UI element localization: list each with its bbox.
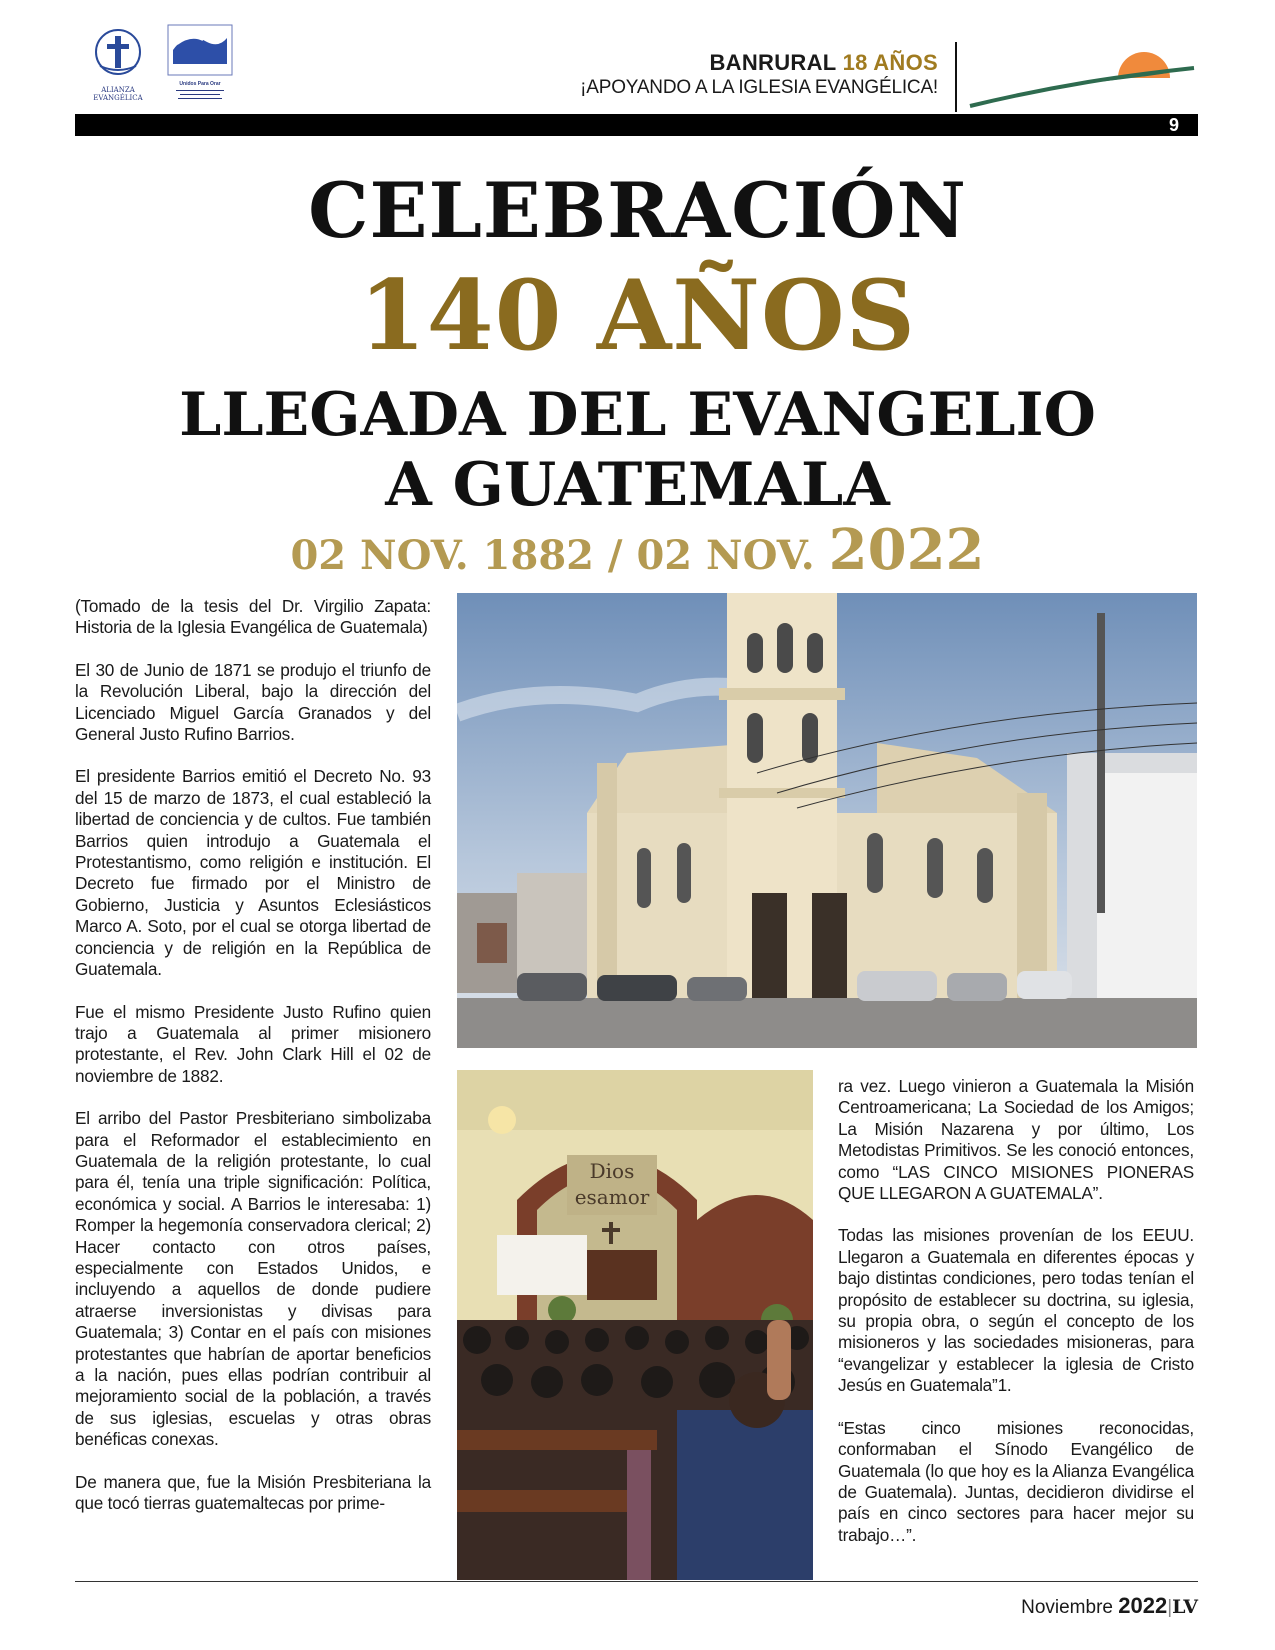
logo1-caption: ALIANZA EVANGÉLICA [93,86,143,102]
footer-rule [75,1581,1198,1582]
paragraph: Todas las misiones provenían de los EEUU. Llegaron a Guatemala en diferentes épocas y bajo distintas condiciones, pero todas tenían el propósito de establecer su doctrina, su iglesia, su propia obra, o según el concepto de los misioneros y las sociedades misioneras, para “evangelizar y establecer la iglesia de Cristo Jesús en Guatemala”1. [838,1225,1194,1396]
paragraph: El 30 de Junio de 1871 se produjo el triunfo de la Revolución Liberal, bajo la dirección del Licenciado Miguel García Granados y del General Justo Rufino Barrios. [75,659,431,745]
title-line-1: CELEBRACIÓN [308,166,967,255]
church-exterior-photo [457,593,1197,1048]
paragraph: El presidente Barrios emitió el Decreto No. 93 del 15 de marzo de 1873, el cual estableció la libertad de conciencia y de cultos. Fue también Barrios quien introdujo a Guatemala el Protestantismo, como religión e institución. El Decreto fue firmado por el Ministro de Gobierno, Justicia y Asuntos Eclesiásticos Marco A. Soto, por el cual se otorga libertad de conciencia y de religión en la República de Guatemala. [75,766,431,980]
header-bar [75,114,1198,136]
paragraph: “Estas cinco misiones reconocidas, conformaban el Sínodo Evangélico de Guatemala (lo que hoy es la Alianza Evangélica de Guatemala). Juntas, decidieron dividirse el país en cinco sectores para hacer mejor su trabajo…”. [838,1417,1194,1545]
unidos-para-orar-logo [167,24,233,108]
banner-years: 18 AÑOS [842,50,938,75]
paragraph: (Tomado de la tesis del Dr. Virgilio Zapata: Historia de la Iglesia Evangélica de Guatemala) [75,596,431,638]
left-column [75,596,431,1535]
sunrise-logo [968,48,1196,110]
footer-magazine: LV [1172,1596,1198,1618]
sign-line-2: esamor [574,1185,650,1209]
title-dates-year: 2022 [828,517,985,583]
title-line-2: 140 AÑOS [359,259,916,372]
title-dates-text: 02 NOV. 1882 / 02 NOV. [290,532,815,579]
footer-year: 2022 [1118,1593,1168,1618]
title-line-3: LLEGADA DEL EVANGELIO [179,380,1096,450]
page-number: 9 [1168,115,1179,135]
paragraph: De manera que, fue la Misión Presbiteriana la que tocó tierras guatemaltecas por prime- [75,1471,431,1514]
banner-title [600,50,938,76]
footer [900,1593,1198,1619]
paragraph: ra vez. Luego vinieron a Guatemala la Misión Centroamericana; La Sociedad de los Amigos; La Misión Nazarena y por último, Los Metodistas Primitivos. Se les conoció entonces, como “LAS CINCO MISIONES PIONERAS QUE LLEGARON A GUATEMALA”. [838,1076,1194,1204]
title-dates [0,517,1275,586]
right-column [838,1076,1194,1567]
paragraph: Fue el mismo Presidente Justo Rufino quien trajo a Guatemala al primer misionero protestante, el Rev. John Clark Hill el 02 de noviembre de 1882. [75,1001,431,1086]
paragraph: El arribo del Pastor Presbiteriano simbolizaba para el Reformador el establecimiento en Guatemala de la religión protestante, lo cual para él, tenía una triple significación: Política, económica y social. A Barrios le interesaba: 1) Romper la hegemonía conservadora clerical; 2) Hacer contacto con otros países, especialmente con Estados Unidos, e incluyendo a aquellos de donde pudiere atraerse inversionistas y divisas para Guatemala; 3) Contar en el país con misiones protestantes que habrían de aportar beneficios a la nación, pues ellas podrían contribuir al mejoramiento social de la población, a través de sus iglesias, escuelas y otras obras benéficas conexas. [75,1108,431,1450]
church-interior-photo [457,1070,813,1580]
logo2-caption: Unidos Para Orar [179,81,221,87]
title-line-4: A GUATEMALA [385,450,890,520]
footer-month: Noviembre [1021,1597,1113,1618]
sign-line-1: Dios [589,1159,635,1183]
header-divider [955,42,957,112]
banner-brand: BANRURAL [709,50,837,75]
footer-separator: | [1167,1597,1173,1618]
banner-tagline: ¡APOYANDO A LA IGLESIA EVANGÉLICA! [580,77,938,98]
alianza-evangelica-logo [88,26,148,104]
